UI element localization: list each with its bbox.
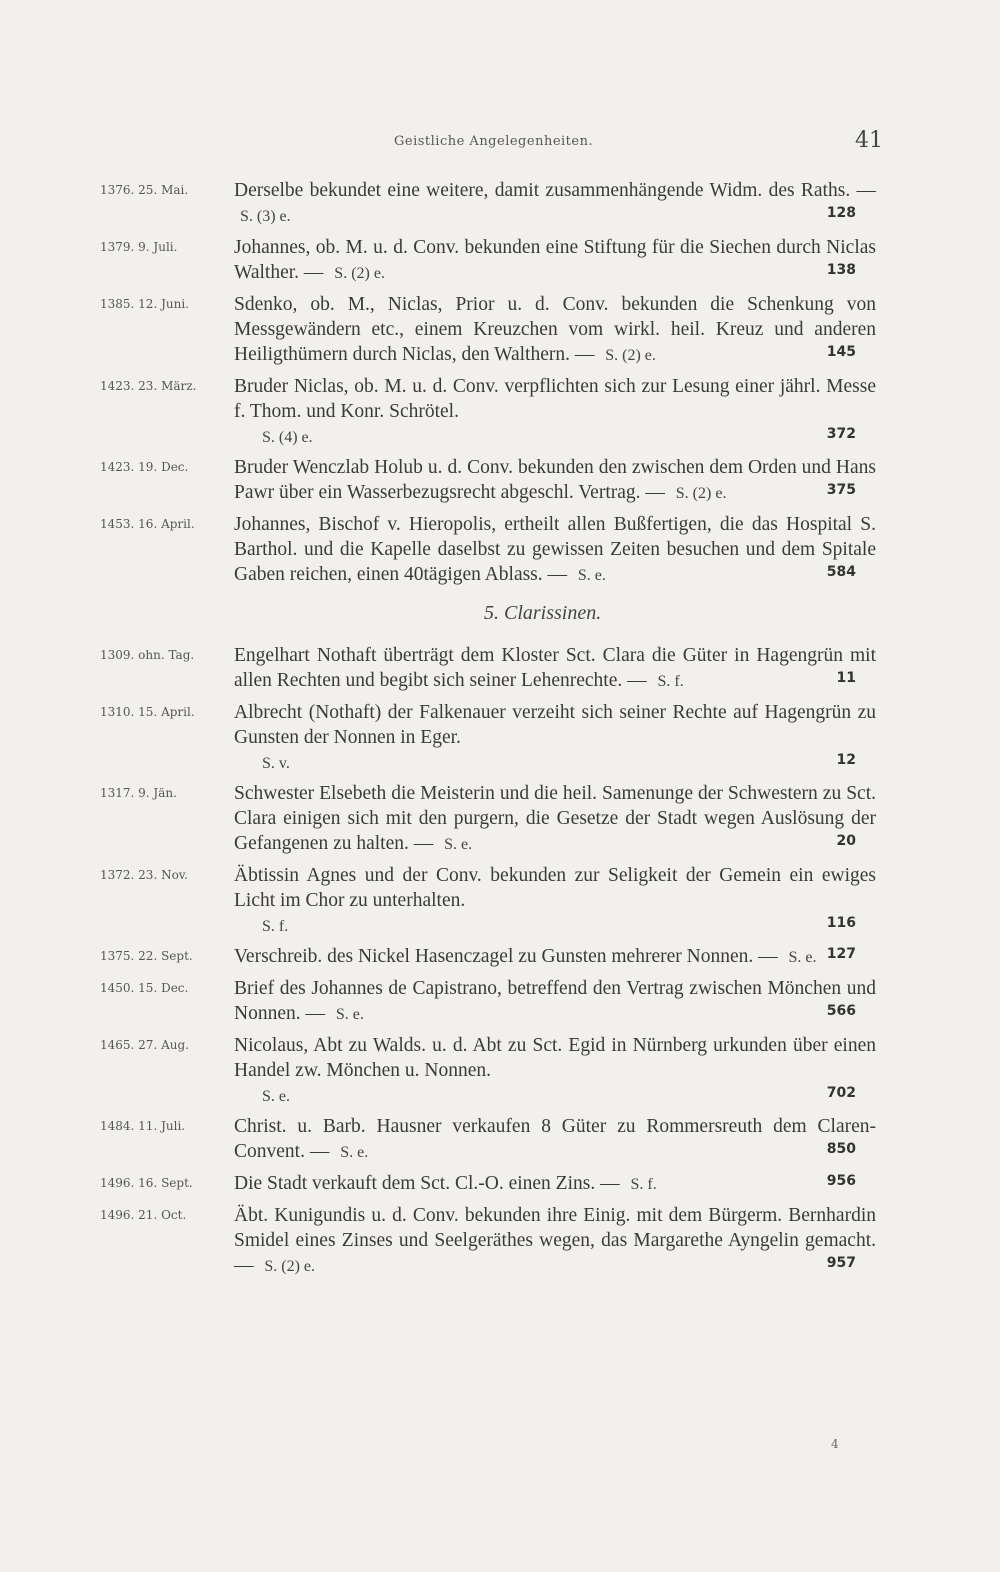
entry-date: 1423. 19. Dec. <box>100 460 189 474</box>
entry-text: Äbtissin Agnes und der Conv. bekunden zur Seligkeit der Gemein ein ewiges Licht im Chor zu unterhalten. <box>234 865 876 911</box>
entry-number: 956 <box>826 1173 856 1189</box>
entry-date: 1379. 9. Juli. <box>100 240 178 254</box>
entry-content <box>234 1114 876 1165</box>
page-number: 41 <box>855 128 883 153</box>
entry-number: 566 <box>826 1003 856 1019</box>
running-head: Geistliche Angelegenheiten. <box>394 134 594 149</box>
entry-list-clarissinen <box>0 643 1000 1279</box>
entry-content <box>234 455 876 506</box>
entry-number: 372 <box>826 426 856 442</box>
entry-number: 957 <box>826 1255 856 1271</box>
entry-number: 128 <box>826 205 856 221</box>
entry-body <box>234 292 876 368</box>
entry-body <box>234 235 876 286</box>
entry-content <box>234 235 876 286</box>
entry-seal-note: S. (2) e. <box>334 265 385 282</box>
entry-number: 702 <box>826 1085 856 1101</box>
entry-body <box>234 1203 876 1279</box>
entry-text: Johannes, ob. M. u. d. Conv. bekunden eine Stiftung für die Siechen durch Niclas Walther. — <box>234 237 876 283</box>
entry-seal-note: S. (2) e. <box>675 485 727 502</box>
entry-body <box>234 1114 876 1165</box>
signature-mark: 4 <box>831 1437 839 1451</box>
entry-number: 116 <box>826 915 856 931</box>
entry-text: Äbt. Kunigundis u. d. Conv. bekunden ihre Einig. mit dem Bürgerm. Bernhardin Smidel eines Zinses und Seelgeräthes wegen, das Margarethe Ayngelin gemacht. — <box>234 1205 876 1276</box>
entry-body <box>234 944 876 970</box>
entry-date: 1376. 25. Mai. <box>100 183 189 197</box>
entry-seal-note: S. f. <box>657 673 684 690</box>
entry-text: Bruder Niclas, ob. M. u. d. Conv. verpflichten sich zur Lesung einer jährl. Messe f. Thom. und Konr. Schrötel. <box>234 376 876 422</box>
entry <box>0 178 1000 229</box>
entry-date: 1317. 9. Jän. <box>100 786 177 800</box>
entry <box>0 944 1000 970</box>
entry-seal-note: S. (2) e. <box>605 347 656 364</box>
entry-body <box>234 976 876 1027</box>
entry-date: 1496. 21. Oct. <box>100 1208 187 1222</box>
entry <box>0 1203 1000 1279</box>
entry <box>0 1033 1000 1108</box>
entry-date: 1453. 16. April. <box>100 517 195 531</box>
entry-text: Die Stadt verkauft dem Sct. Cl.-O. einen Zins. — <box>234 1173 620 1194</box>
entry-content <box>234 1171 876 1197</box>
entry-content <box>234 976 876 1027</box>
entry-date: 1450. 15. Dec. <box>100 981 189 995</box>
entry-text: Verschreib. des Nickel Hasenczagel zu Gunsten mehrerer Nonnen. — <box>234 946 778 967</box>
entry-date: 1465. 27. Aug. <box>100 1038 189 1052</box>
entry-body <box>234 643 876 694</box>
entry-seal-note: S. e. <box>262 1088 290 1105</box>
entry <box>0 292 1000 368</box>
entry-content <box>234 178 876 229</box>
entry-seal-note: S. (3) e. <box>240 208 291 225</box>
entry-date: 1423. 23. März. <box>100 379 197 393</box>
entry-date: 1372. 23. Nov. <box>100 868 188 882</box>
entry-text: Albrecht (Nothaft) der Falkenauer verzeiht sich seiner Rechte auf Hagengrün zu Gunsten der Nonnen in Eger. <box>234 702 876 748</box>
entry-text: Brief des Johannes de Capistrano, betreffend den Vertrag zwischen Mönchen und Nonnen. — <box>234 978 876 1024</box>
entry-content <box>234 643 876 694</box>
entry-number: 11 <box>836 670 856 686</box>
entry <box>0 781 1000 857</box>
entry-number: 12 <box>836 752 856 768</box>
entry-seal-note: S. f. <box>262 918 289 935</box>
entry <box>0 374 1000 449</box>
entry-text: Christ. u. Barb. Hausner verkaufen 8 Güter zu Rommersreuth dem Claren-Convent. — <box>234 1116 876 1162</box>
entry-seal-note: S. f. <box>630 1176 657 1193</box>
entry-seal-note: S. e. <box>340 1144 369 1161</box>
entry-seal-note: S. (2) e. <box>264 1258 316 1275</box>
entry-date: 1496. 16. Sept. <box>100 1176 193 1190</box>
entry-tail <box>234 750 876 775</box>
entry-content <box>234 512 876 588</box>
entry-date: 1385. 12. Juni. <box>100 297 189 311</box>
entry-seal-note: S. (4) e. <box>262 429 313 446</box>
entry <box>0 512 1000 588</box>
entry-tail <box>234 913 876 938</box>
entry <box>0 700 1000 775</box>
entry <box>0 643 1000 694</box>
entry-body <box>234 1171 876 1197</box>
entry-list-dominicans <box>0 178 1000 588</box>
entry-content <box>234 944 876 970</box>
entry-number: 375 <box>826 482 856 498</box>
entry-text: Johannes, Bischof v. Hieropolis, ertheilt allen Bußfertigen, die das Hospital S. Barthol. und die Kapelle daselbst zu gewissen Zeiten besuchen und dem Spitale Gaben reichen, einen 40tägigen Ablass. — <box>234 514 876 585</box>
entry-number: 127 <box>826 946 856 962</box>
entry-content <box>234 374 876 449</box>
entry-body <box>234 781 876 857</box>
entry-body <box>234 178 876 229</box>
entry-text: Nicolaus, Abt zu Walds. u. d. Abt zu Sct. Egid in Nürnberg urkunden über einen Handel zw. Mönchen u. Nonnen. <box>234 1035 876 1081</box>
entries-container <box>0 178 1000 1285</box>
entry-seal-note: S. e. <box>577 567 606 584</box>
entry-content <box>234 781 876 857</box>
entry-content <box>234 1033 876 1108</box>
entry-number: 138 <box>826 262 856 278</box>
entry-date: 1375. 22. Sept. <box>100 949 193 963</box>
entry-tail <box>234 424 876 449</box>
entry-text: Derselbe bekundet eine weitere, damit zusammenhängende Widm. des Raths. — <box>234 180 876 201</box>
entry-seal-note: S. e. <box>444 836 473 853</box>
entry-number: 584 <box>826 564 856 580</box>
entry <box>0 976 1000 1027</box>
entry-seal-note: S. v. <box>262 755 290 772</box>
entry-number: 850 <box>826 1141 856 1157</box>
entry-content <box>234 1203 876 1279</box>
entry <box>0 235 1000 286</box>
entry-date: 1310. 15. April. <box>100 705 195 719</box>
entry-body <box>234 455 876 506</box>
entry-text: Schwester Elsebeth die Meisterin und die heil. Samenunge der Schwestern zu Sct. Clara einigen sich mit den purgern, die Gesetze der Stadt wegen Auslösung der Gefangenen zu halten. — <box>234 783 876 854</box>
entry-text: Bruder Wenczlab Holub u. d. Conv. bekunden den zwischen dem Orden und Hans Pawr über ein Wasserbezugsrecht abgeschl. Vertrag. — <box>234 457 876 503</box>
entry-number: 145 <box>826 344 856 360</box>
entry-date: 1484. 11. Juli. <box>100 1119 186 1133</box>
entry <box>0 1114 1000 1165</box>
entry <box>0 455 1000 506</box>
entry-number: 20 <box>836 833 856 849</box>
entry-content <box>234 292 876 368</box>
entry-content <box>234 863 876 938</box>
entry-content <box>234 700 876 775</box>
entry-text: Engelhart Nothaft überträgt dem Kloster Sct. Clara die Güter in Hagengrün mit allen Rechten und begibt sich seiner Lehenrechte. — <box>234 645 876 691</box>
entry-seal-note: S. e. <box>788 949 817 966</box>
entry-body <box>234 512 876 588</box>
entry-tail <box>234 1083 876 1108</box>
entry <box>0 1171 1000 1197</box>
entry <box>0 863 1000 938</box>
entry-seal-note: S. e. <box>335 1006 364 1023</box>
entry-text: Sdenko, ob. M., Niclas, Prior u. d. Conv. bekunden die Schenkung von Messgewändern etc., einem Kreuzchen vom wirkl. heil. Kreuz und anderen Heiligthümern durch Niclas, den Walthern. — <box>234 294 876 365</box>
section-heading: 5. Clarissinen. <box>484 602 602 624</box>
entry-date: 1309. ohn. Tag. <box>100 648 195 662</box>
